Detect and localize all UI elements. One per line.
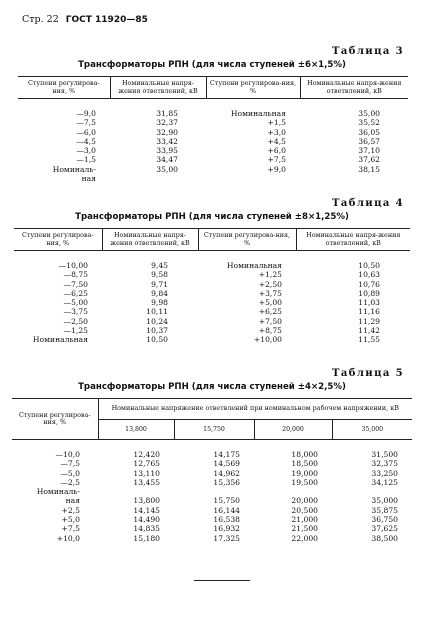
step-cell: —7,50 xyxy=(63,279,88,289)
step-cell: +7,50 xyxy=(258,316,282,326)
voltage-cell: 20,500 xyxy=(291,505,318,515)
voltage-cell: 34,47 xyxy=(156,155,178,165)
table3-step-header: Ступени регулирова-ния, % xyxy=(18,77,110,99)
step-cell: —3,75 xyxy=(63,307,88,317)
table5-title: Трансформаторы РПН (для числа ступеней ±4×2,5%) xyxy=(78,382,346,392)
voltage-cell: 11,03 xyxy=(358,298,380,308)
step-cell: +1,5 xyxy=(267,118,286,128)
step-cell: —1,25 xyxy=(63,326,88,336)
voltage-cell: 35,875 xyxy=(371,505,398,515)
step-cell: —9,0 xyxy=(76,109,96,118)
table5-label: Таблица 5 xyxy=(332,368,404,379)
voltage-cell xyxy=(300,174,408,183)
table-row xyxy=(12,496,412,505)
table-row xyxy=(14,317,410,326)
page-header xyxy=(22,14,148,25)
step-cell: +6,0 xyxy=(267,146,286,156)
table5-subheader: 35,000 xyxy=(332,419,412,440)
voltage-cell xyxy=(110,174,206,183)
voltage-cell: 32,37 xyxy=(156,118,178,128)
table-row xyxy=(12,478,412,487)
voltage-cell: 38,500 xyxy=(371,533,398,543)
voltage-cell: 35,00 xyxy=(358,109,380,118)
voltage-cell: 33,42 xyxy=(156,136,178,146)
step-cell: +8,75 xyxy=(258,326,282,336)
voltage-cell: 13,800 xyxy=(133,496,160,506)
table4-voltage-header-2: Номинальные напря-жения ответвлений, кВ xyxy=(296,229,410,251)
voltage-cell: 16,144 xyxy=(213,505,240,515)
table3 xyxy=(18,76,408,183)
voltage-cell: 21,000 xyxy=(291,515,318,525)
voltage-cell: 9,45 xyxy=(151,261,168,270)
step-cell: Номиналь- xyxy=(52,164,96,174)
voltage-cell: 11,42 xyxy=(358,326,380,336)
table-row xyxy=(14,289,410,298)
step-cell: +10,00 xyxy=(253,335,282,345)
table-row xyxy=(12,515,412,524)
table-row xyxy=(12,440,412,460)
table-row xyxy=(12,487,412,496)
voltage-cell xyxy=(98,487,174,496)
voltage-cell: 11,55 xyxy=(358,335,380,345)
table5-subheader: 15,750 xyxy=(174,419,254,440)
voltage-cell: 34,125 xyxy=(371,477,398,487)
table-row xyxy=(18,146,408,155)
voltage-cell: 10,89 xyxy=(358,288,380,298)
voltage-cell: 9,71 xyxy=(151,279,168,289)
step-cell: +2,5 xyxy=(61,505,80,515)
voltage-cell: 13,455 xyxy=(133,477,160,487)
step-cell: —3,0 xyxy=(76,146,96,156)
table-row xyxy=(18,99,408,119)
voltage-cell: 17,325 xyxy=(213,533,240,543)
voltage-cell: 18,500 xyxy=(291,459,318,469)
voltage-cell: 16,538 xyxy=(213,515,240,525)
voltage-cell: 13,110 xyxy=(133,468,160,478)
step-cell: Номинальная xyxy=(226,261,282,270)
table3-voltage-header: Номинальные напря-жения ответвлений, кВ xyxy=(110,77,206,99)
step-cell: —5,0 xyxy=(60,468,80,478)
table-row xyxy=(14,298,410,307)
voltage-cell: 36,750 xyxy=(371,515,398,525)
voltage-cell: 11,16 xyxy=(358,307,380,317)
table5-subheader: 20,000 xyxy=(254,419,332,440)
table3-title: Трансформаторы РПН (для числа ступеней ±6×1,5%) xyxy=(78,60,346,70)
table5-group-header: Номинальные напряжение ответвлений при номинальном рабочем напряжении, кВ xyxy=(98,399,412,420)
table4-title: Трансформаторы РПН (для числа ступеней ±8×1,25%) xyxy=(75,212,349,222)
step-cell: +7,5 xyxy=(61,524,80,534)
voltage-cell: 14,569 xyxy=(213,459,240,469)
voltage-cell: 18,000 xyxy=(291,450,318,459)
table5-body xyxy=(12,440,412,543)
voltage-cell xyxy=(174,487,254,496)
table3-label: Таблица 3 xyxy=(332,46,404,57)
table-row xyxy=(18,155,408,164)
step-cell: —5,00 xyxy=(63,298,88,308)
table4 xyxy=(14,228,410,345)
voltage-cell: 9,58 xyxy=(151,270,168,280)
voltage-cell: 10,50 xyxy=(146,335,168,345)
step-cell: —10,0 xyxy=(55,450,80,459)
voltage-cell: 10,76 xyxy=(358,279,380,289)
voltage-cell: 33,250 xyxy=(371,468,398,478)
voltage-cell: 14,175 xyxy=(213,450,240,459)
voltage-cell: 35,00 xyxy=(156,164,178,174)
voltage-cell: 35,000 xyxy=(371,496,398,506)
step-cell: —2,5 xyxy=(60,477,80,487)
voltage-cell: 36,57 xyxy=(358,136,380,146)
table-row xyxy=(18,165,408,174)
voltage-cell: 15,750 xyxy=(213,496,240,506)
voltage-cell: 12,765 xyxy=(133,459,160,469)
table-row xyxy=(12,524,412,533)
table-row xyxy=(14,280,410,289)
voltage-cell: 14,490 xyxy=(133,515,160,525)
voltage-cell: 33,95 xyxy=(156,146,178,156)
step-cell: ная xyxy=(65,496,80,506)
standard-number: ГОСТ 11920—85 xyxy=(65,15,148,25)
table-row xyxy=(14,335,410,344)
voltage-cell: 20,000 xyxy=(291,496,318,506)
voltage-cell: 14,962 xyxy=(213,468,240,478)
step-cell: +5,0 xyxy=(61,515,80,525)
step-cell: +10,0 xyxy=(56,533,80,543)
voltage-cell: 19,500 xyxy=(291,477,318,487)
step-cell: —8,75 xyxy=(63,270,88,280)
step-cell: —2,50 xyxy=(63,316,88,326)
step-cell: +3,0 xyxy=(267,127,286,137)
table-row xyxy=(14,251,410,271)
step-cell: —4,5 xyxy=(76,136,96,146)
table-row xyxy=(12,506,412,515)
step-cell: +1,25 xyxy=(258,270,282,280)
step-cell: +7,5 xyxy=(267,155,286,165)
table-row xyxy=(12,534,412,543)
table-row xyxy=(14,326,410,335)
table-row xyxy=(12,469,412,478)
table-row xyxy=(18,118,408,127)
voltage-cell: 9,84 xyxy=(151,288,168,298)
voltage-cell: 31,85 xyxy=(156,109,178,118)
step-cell: ная xyxy=(81,174,96,184)
table5 xyxy=(12,398,412,543)
step-cell xyxy=(206,174,300,183)
voltage-cell: 37,625 xyxy=(371,524,398,534)
voltage-cell: 36,05 xyxy=(358,127,380,137)
step-cell: +2,50 xyxy=(258,279,282,289)
step-cell: +4,5 xyxy=(267,136,286,146)
table5-subheader: 13,800 xyxy=(98,419,174,440)
voltage-cell: 32,90 xyxy=(156,127,178,137)
voltage-cell: 37,62 xyxy=(358,155,380,165)
voltage-cell: 21,500 xyxy=(291,524,318,534)
table4-label: Таблица 4 xyxy=(332,198,404,209)
voltage-cell: 19,000 xyxy=(291,468,318,478)
step-cell: +6,25 xyxy=(258,307,282,317)
table5-step-header: Ступени регулирова-ния, % xyxy=(12,399,98,440)
table4-body xyxy=(14,251,410,345)
voltage-cell: 38,15 xyxy=(358,164,380,174)
page-number: Стр. 22 xyxy=(22,14,59,25)
step-cell: +9,0 xyxy=(267,164,286,174)
voltage-cell: 15,356 xyxy=(213,477,240,487)
step-cell: +3,75 xyxy=(258,288,282,298)
end-rule xyxy=(194,580,250,581)
table3-voltage-header-2: Номинальные напря-жения ответвлений, кВ xyxy=(300,77,408,99)
voltage-cell: 14,145 xyxy=(133,505,160,515)
voltage-cell: 35,52 xyxy=(358,118,380,128)
voltage-cell: 22,000 xyxy=(291,533,318,543)
step-cell: —6,0 xyxy=(76,127,96,137)
voltage-cell: 16,932 xyxy=(213,524,240,534)
step-cell: Номиналь- xyxy=(36,487,80,497)
table-row xyxy=(12,459,412,468)
voltage-cell: 10,24 xyxy=(146,316,168,326)
table-row xyxy=(14,270,410,279)
step-cell: +5,00 xyxy=(258,298,282,308)
voltage-cell: 9,98 xyxy=(151,298,168,308)
table4-voltage-header: Номинальные напря-жения ответвлений, кВ xyxy=(102,229,198,251)
table4-step-header-2: Ступени регулирова-ния, % xyxy=(198,229,296,251)
table4-step-header: Ступени регулирова-ния, % xyxy=(14,229,102,251)
step-cell: —7,5 xyxy=(60,459,80,469)
table-row xyxy=(18,137,408,146)
table3-step-header-2: Ступени регулирова-ния, % xyxy=(206,77,300,99)
voltage-cell: 11,29 xyxy=(358,316,380,326)
voltage-cell: 37,10 xyxy=(358,146,380,156)
voltage-cell: 10,37 xyxy=(146,326,168,336)
voltage-cell: 12,420 xyxy=(133,450,160,459)
table3-body xyxy=(18,99,408,184)
step-cell: Номинальная xyxy=(230,109,286,118)
step-cell: —6,25 xyxy=(63,288,88,298)
table-row xyxy=(18,174,408,183)
voltage-cell: 31,500 xyxy=(371,450,398,459)
table-row xyxy=(18,128,408,137)
table-row xyxy=(14,307,410,316)
step-cell: —10,00 xyxy=(58,261,88,270)
step-cell: —1,5 xyxy=(76,155,96,165)
step-cell: —7,5 xyxy=(76,118,96,128)
voltage-cell: 15,180 xyxy=(133,533,160,543)
step-cell: Номинальная xyxy=(32,335,88,345)
voltage-cell: 10,50 xyxy=(358,261,380,270)
voltage-cell: 32,375 xyxy=(371,459,398,469)
voltage-cell xyxy=(254,487,332,496)
voltage-cell: 10,11 xyxy=(146,307,168,317)
voltage-cell: 10,63 xyxy=(358,270,380,280)
voltage-cell: 14,835 xyxy=(133,524,160,534)
voltage-cell xyxy=(332,487,412,496)
